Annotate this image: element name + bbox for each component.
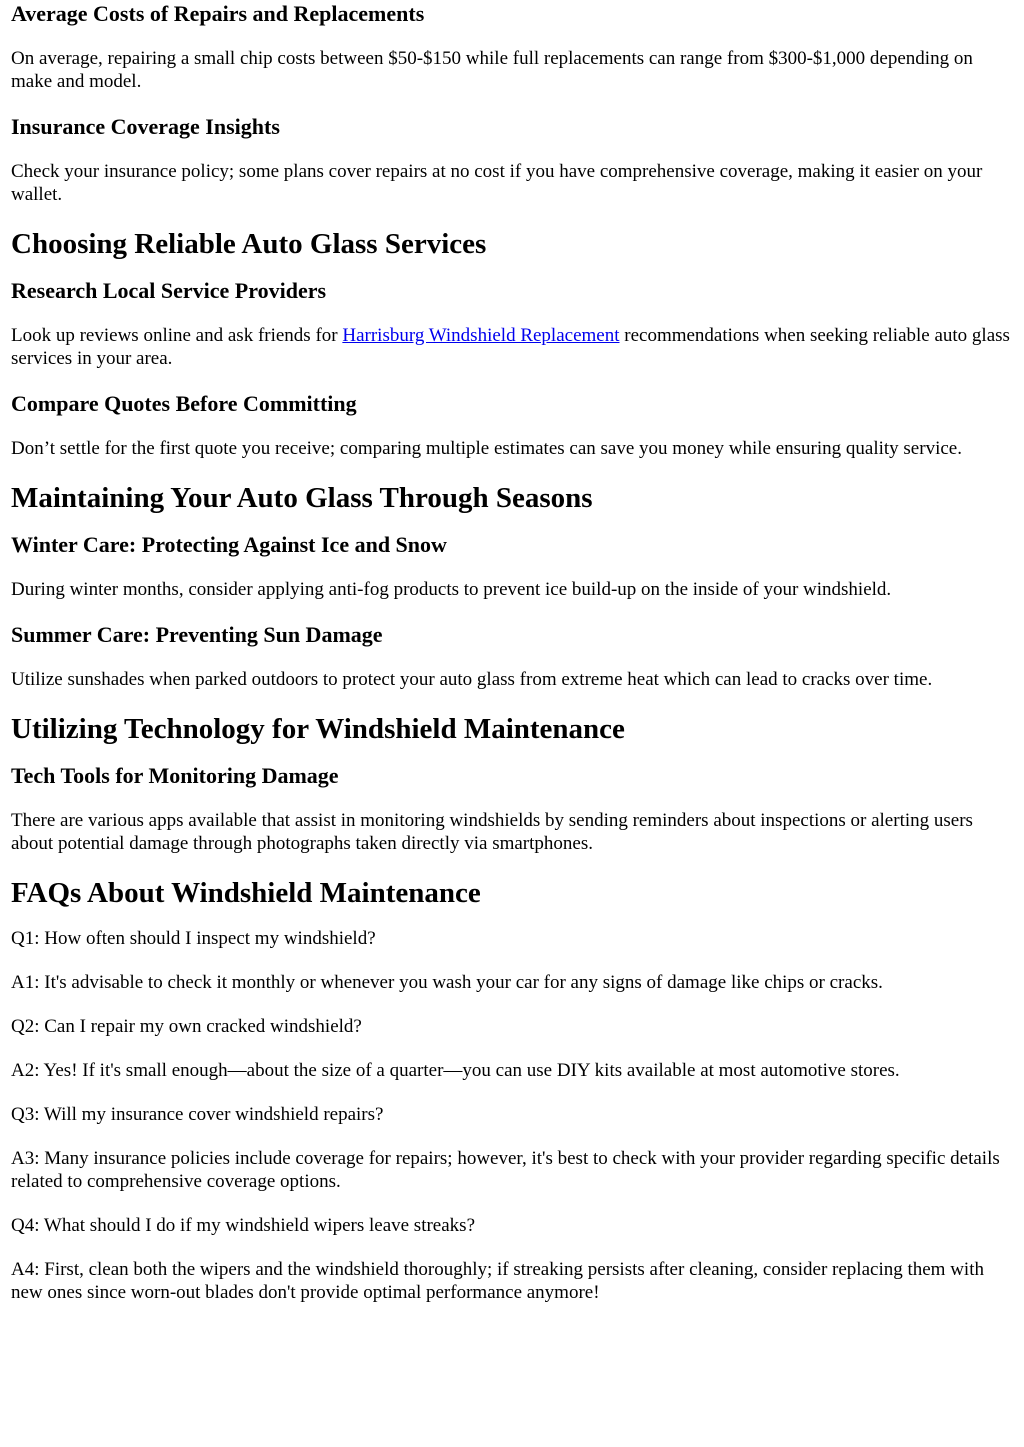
heading-winter-care: Winter Care: Protecting Against Ice and Snow (11, 532, 447, 557)
heading-insurance-coverage: Insurance Coverage Insights (11, 114, 280, 139)
research-text-before: Look up reviews online and ask friends for (11, 325, 343, 346)
faq-answer: A3: Many insurance policies include coverage for repairs; however, it's best to check with your provider regarding specific details related to comprehensive coverage options. (11, 1148, 1000, 1192)
heading-research-providers: Research Local Service Providers (11, 278, 327, 303)
research-text-after: recommendations when seeking reliable auto glass services in your area. (11, 325, 1010, 369)
paragraph-winter-care: During winter months, consider applying anti-fog products to prevent ice build-up on the inside of your windshield. (11, 579, 892, 600)
paragraph-research-providers (11, 324, 1013, 370)
heading-choosing-services: Choosing Reliable Auto Glass Services (11, 228, 487, 260)
heading-summer-care: Summer Care: Preventing Sun Damage (11, 622, 383, 647)
faq-answer: A2: Yes! If it's small enough—about the size of a quarter—you can use DIY kits available at most automotive stores. (11, 1060, 900, 1081)
faq-question: Q4: What should I do if my windshield wipers leave streaks? (11, 1215, 475, 1236)
faq-question: Q2: Can I repair my own cracked windshield? (11, 1016, 362, 1037)
paragraph-tech-tools: There are various apps available that assist in monitoring windshields by sending reminders about inspections or alerting users about potential damage through photographs taken directly via smartphones. (11, 810, 973, 854)
paragraph-insurance-coverage: Check your insurance policy; some plans cover repairs at no cost if you have comprehensive coverage, making it easier on your wallet. (11, 161, 983, 205)
faq-question: Q3: Will my insurance cover windshield repairs? (11, 1104, 384, 1125)
harrisburg-windshield-link[interactable]: Harrisburg Windshield Replacement (342, 325, 620, 346)
article (0, 1, 1024, 1304)
heading-faqs: FAQs About Windshield Maintenance (11, 877, 481, 909)
faq-list (11, 927, 1013, 1304)
faq-answer: A1: It's advisable to check it monthly or whenever you wash your car for any signs of damage like chips or cracks. (11, 972, 883, 993)
heading-maintaining-seasons: Maintaining Your Auto Glass Through Seasons (11, 482, 593, 514)
paragraph-summer-care: Utilize sunshades when parked outdoors to protect your auto glass from extreme heat which can lead to cracks over time. (11, 669, 933, 690)
heading-utilizing-technology: Utilizing Technology for Windshield Maintenance (11, 713, 625, 745)
heading-average-costs: Average Costs of Repairs and Replacements (11, 1, 425, 26)
heading-compare-quotes: Compare Quotes Before Committing (11, 391, 357, 416)
paragraph-average-costs: On average, repairing a small chip costs between $50-$150 while full replacements can range from $300-$1,000 depending on make and model. (11, 48, 973, 92)
faq-answer: A4: First, clean both the wipers and the windshield thoroughly; if streaking persists after cleaning, consider replacing them with new ones since worn-out blades don't provide optimal performance anymore! (11, 1259, 984, 1303)
paragraph-compare-quotes: Don’t settle for the first quote you receive; comparing multiple estimates can save you money while ensuring quality service. (11, 438, 962, 459)
heading-tech-tools: Tech Tools for Monitoring Damage (11, 763, 339, 788)
faq-question: Q1: How often should I inspect my windshield? (11, 928, 376, 949)
